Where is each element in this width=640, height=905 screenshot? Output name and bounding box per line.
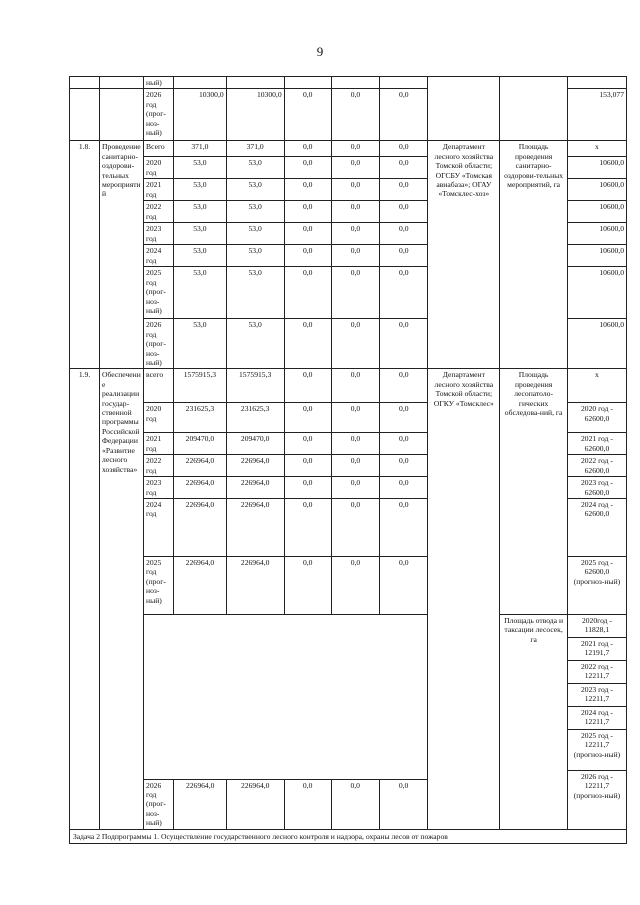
indicator-cell: 2024 год - 62600,0 bbox=[567, 499, 626, 557]
total-cell: 371,0 bbox=[174, 141, 227, 157]
fed-cell: 53,0 bbox=[226, 201, 284, 223]
value-cell: 0,0 bbox=[331, 267, 379, 319]
indicator-cell: 2023 год - 12211,7 bbox=[568, 684, 626, 707]
indicator-cell: 2024 год - 12211,7 bbox=[568, 707, 626, 730]
fed-cell: 53,0 bbox=[226, 157, 284, 179]
value-cell: 0,0 bbox=[331, 499, 379, 557]
value-cell: 0,0 bbox=[380, 557, 428, 615]
indicator-cell: 10600,0 bbox=[567, 201, 626, 223]
indicator-cell: х bbox=[567, 369, 626, 403]
fed-cell: 53,0 bbox=[226, 245, 284, 267]
fed-cell: 226964,0 bbox=[226, 779, 284, 829]
value-cell: 0,0 bbox=[331, 89, 379, 141]
year-cell: 2023 год bbox=[144, 223, 174, 245]
value-cell: 0,0 bbox=[380, 201, 428, 223]
value-cell: 0,0 bbox=[380, 245, 428, 267]
program-table bbox=[69, 76, 627, 844]
fed-cell: 231625,3 bbox=[226, 403, 284, 433]
value-cell: 0,0 bbox=[380, 403, 428, 433]
fed-cell: 226964,0 bbox=[226, 499, 284, 557]
fed-cell: 53,0 bbox=[226, 267, 284, 319]
fed-cell: 226964,0 bbox=[226, 455, 284, 477]
total-cell: 53,0 bbox=[174, 201, 227, 223]
value-cell: 0,0 bbox=[331, 403, 379, 433]
year-cell: 2025 год (прог-ноз-ный) bbox=[144, 557, 174, 615]
indicator-cell: 2022 год - 62600,0 bbox=[567, 455, 626, 477]
value-cell: 0,0 bbox=[380, 477, 428, 499]
fed-cell: 1575915,3 bbox=[226, 369, 284, 403]
year-cell: 2020 год bbox=[144, 403, 174, 433]
value-cell: 0,0 bbox=[331, 557, 379, 615]
value-cell: 0,0 bbox=[284, 141, 331, 157]
year-cell: 2024 год bbox=[144, 245, 174, 267]
page-number: 9 bbox=[316, 44, 324, 59]
fed-cell: 53,0 bbox=[226, 223, 284, 245]
indicator-cell: 2025 год - 62600,0 (прогноз-ный) bbox=[567, 557, 626, 615]
total-cell: 53,0 bbox=[174, 223, 227, 245]
value-cell: 0,0 bbox=[284, 557, 331, 615]
measure-name: Проведение санитарно-оздорови-тельных мероприятий bbox=[100, 141, 144, 369]
value-cell: 0,0 bbox=[284, 433, 331, 455]
indicator-cell: 10600,0 bbox=[567, 223, 626, 245]
total-cell: 53,0 bbox=[174, 179, 227, 201]
value-cell: 0,0 bbox=[284, 477, 331, 499]
indicator-cell: 10600,0 bbox=[567, 245, 626, 267]
year-cell: 2020 год bbox=[144, 157, 174, 179]
indicator-cell: х bbox=[567, 141, 626, 157]
fed-cell: 226964,0 bbox=[226, 477, 284, 499]
indicator-cell: 153,077 bbox=[567, 89, 626, 141]
value-cell: 0,0 bbox=[331, 141, 379, 157]
value-cell: 0,0 bbox=[380, 179, 428, 201]
indicator-cell: 2021 год - 62600,0 bbox=[567, 433, 626, 455]
indicator-name: Площадь проведения санитарно-оздорови-тельных мероприятий, га bbox=[500, 141, 568, 369]
total-cell: 231625,3 bbox=[174, 403, 227, 433]
value-cell: 0,0 bbox=[284, 201, 331, 223]
fed-cell: 226964,0 bbox=[226, 557, 284, 615]
fed-cell: 371,0 bbox=[226, 141, 284, 157]
year-cell: ный) bbox=[144, 77, 174, 89]
year-cell: 2024 год bbox=[144, 499, 174, 557]
year-cell: 2026 год (прог-ноз-ный) bbox=[144, 89, 174, 141]
value-cell: 0,0 bbox=[284, 319, 331, 369]
value-cell: 0,0 bbox=[380, 433, 428, 455]
value-cell: 0,0 bbox=[331, 477, 379, 499]
row-number: 1.8. bbox=[70, 141, 100, 369]
indicator-cell: 2025 год - 12211,7 (прогноз-ный) bbox=[568, 730, 626, 771]
row-number: 1.9. bbox=[70, 369, 100, 830]
value-cell: 0,0 bbox=[284, 455, 331, 477]
indicator-cell: 10600,0 bbox=[567, 157, 626, 179]
value-cell: 0,0 bbox=[284, 499, 331, 557]
value-cell: 0,0 bbox=[380, 157, 428, 179]
total-cell: 209470,0 bbox=[174, 433, 227, 455]
indicator-cell: 2020 год - 62600,0 bbox=[567, 403, 626, 433]
row-1-9-2026 bbox=[144, 779, 427, 830]
value-cell: 0,0 bbox=[380, 223, 428, 245]
fed-cell: 53,0 bbox=[226, 319, 284, 369]
value-cell: 0,0 bbox=[284, 403, 331, 433]
indicator-cell: 2026 год - 12211,7 (прогноз-ный) bbox=[573, 772, 621, 800]
total-cell: 226964,0 bbox=[174, 455, 227, 477]
value-cell: 0,0 bbox=[331, 369, 379, 403]
indicator-cell: 2020год - 11828,1 bbox=[568, 615, 626, 638]
value-cell: 0,0 bbox=[284, 157, 331, 179]
year-cell: 2021 год bbox=[144, 433, 174, 455]
value-cell: 0,0 bbox=[380, 455, 428, 477]
total-cell: 226964,0 bbox=[174, 499, 227, 557]
indicator-name: Площадь отвода и таксации лесосек, га bbox=[500, 615, 568, 830]
year-cell: Всего bbox=[144, 141, 174, 157]
indicator-cell: 2023 год - 62600,0 bbox=[567, 477, 626, 499]
value-cell: 0,0 bbox=[331, 779, 379, 829]
value-cell: 0,0 bbox=[284, 369, 331, 403]
total-cell: 53,0 bbox=[174, 245, 227, 267]
year-cell: 2023 год bbox=[144, 477, 174, 499]
value-cell: 0,0 bbox=[331, 157, 379, 179]
value-cell: 0,0 bbox=[331, 179, 379, 201]
indicator-cell: 2021 год - 12191,7 bbox=[568, 638, 626, 661]
value-cell: 0,0 bbox=[284, 179, 331, 201]
indicator-cell: 10600,0 bbox=[567, 179, 626, 201]
total-cell: 53,0 bbox=[174, 267, 227, 319]
indicator-cell: 10600,0 bbox=[567, 267, 626, 319]
value-cell: 0,0 bbox=[284, 245, 331, 267]
indicator-name: Площадь проведения лесопатоло-гических обследова-ний, га bbox=[500, 369, 568, 615]
indicator-cell: 2022 год - 12211,7 bbox=[568, 661, 626, 684]
total-cell: 226964,0 bbox=[174, 779, 226, 829]
total-cell: 226964,0 bbox=[174, 477, 227, 499]
value-cell: 0,0 bbox=[284, 267, 331, 319]
year-cell: 2025 год (прог-ноз-ный) bbox=[144, 267, 174, 319]
value-cell: 0,0 bbox=[380, 141, 428, 157]
executor: Департамент лесного хозяйства Томской области; ОГСБУ «Томская авиабаза»; ОГАУ «Томсклес-хоз» bbox=[428, 141, 500, 369]
year-cell: всего bbox=[144, 369, 174, 403]
year-cell: 2026 год (прог-ноз-ный) bbox=[144, 779, 174, 829]
value-cell: 0,0 bbox=[380, 267, 428, 319]
total-cell: 226964,0 bbox=[174, 557, 227, 615]
indicator2-list bbox=[567, 615, 626, 830]
value-cell: 0,0 bbox=[331, 245, 379, 267]
value-cell: 0,0 bbox=[379, 779, 427, 829]
executor: Департамент лесного хозяйства Томской области; ОГКУ «Томсклес» bbox=[428, 369, 500, 830]
value-cell: 0,0 bbox=[284, 779, 331, 829]
value-cell: 0,0 bbox=[380, 319, 428, 369]
value-cell: 0,0 bbox=[331, 319, 379, 369]
value-cell: 0,0 bbox=[380, 89, 428, 141]
value-cell: 0,0 bbox=[380, 499, 428, 557]
total-cell: 10300,0 bbox=[174, 89, 227, 141]
fed-cell: 10300,0 bbox=[226, 89, 284, 141]
value-cell: 0,0 bbox=[284, 223, 331, 245]
total-cell: 53,0 bbox=[174, 319, 227, 369]
measure-name: Обеспечение реализации государ-ственной программы Российской Федерации «Развитие лесного хозяйства» bbox=[100, 369, 144, 830]
value-cell: 0,0 bbox=[284, 89, 331, 141]
value-cell: 0,0 bbox=[380, 369, 428, 403]
task-row: Задача 2 Подпрограммы 1. Осуществление государственного лесного контроля и надзора, охраны лесов от пожаров bbox=[70, 830, 627, 844]
value-cell: 0,0 bbox=[331, 455, 379, 477]
value-cell: 0,0 bbox=[331, 223, 379, 245]
fed-cell: 209470,0 bbox=[226, 433, 284, 455]
value-cell: 0,0 bbox=[331, 201, 379, 223]
total-cell: 53,0 bbox=[174, 157, 227, 179]
year-cell: 2022 год bbox=[144, 455, 174, 477]
year-cell: 2022 год bbox=[144, 201, 174, 223]
fed-cell: 53,0 bbox=[226, 179, 284, 201]
total-cell: 1575915,3 bbox=[174, 369, 227, 403]
indicator-cell: 10600,0 bbox=[567, 319, 626, 369]
year-cell: 2021 год bbox=[144, 179, 174, 201]
value-cell: 0,0 bbox=[331, 433, 379, 455]
year-cell: 2026 год (прог-ноз-ный) bbox=[144, 319, 174, 369]
